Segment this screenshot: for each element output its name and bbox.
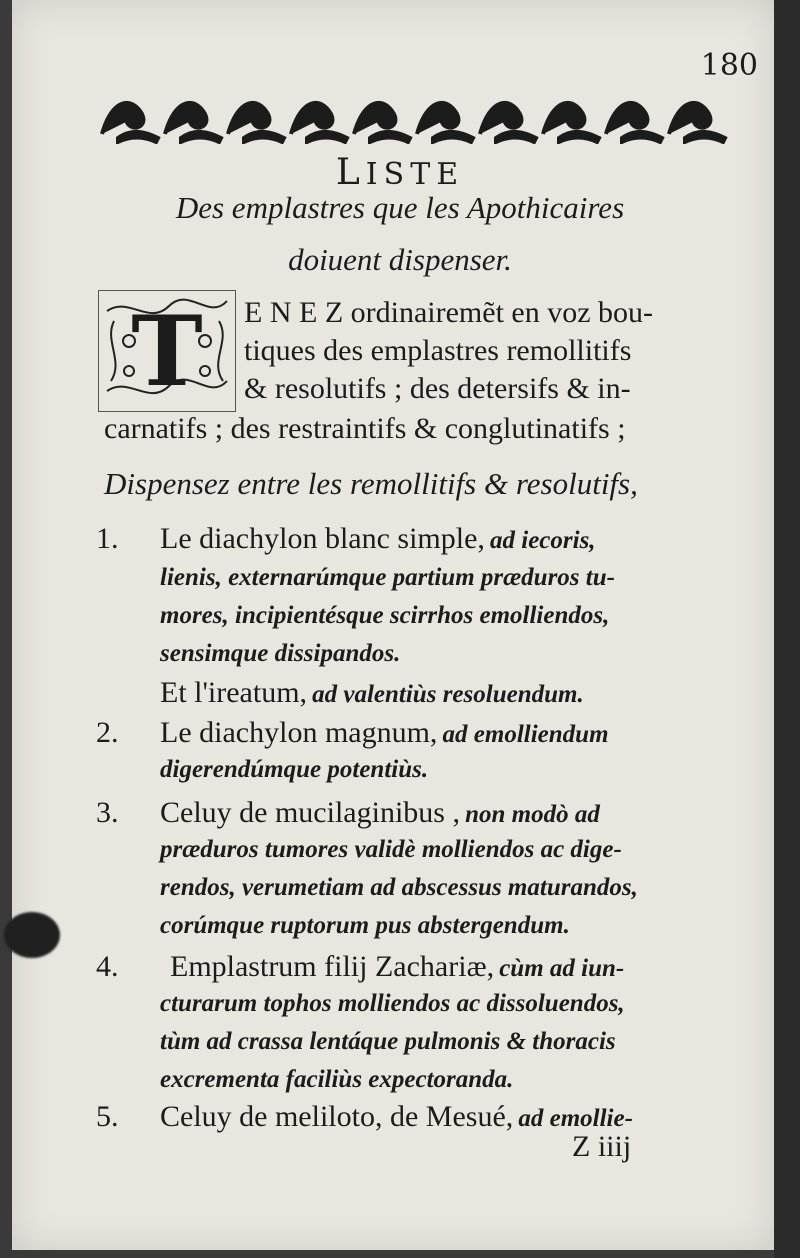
decorative-headpiece (98, 88, 734, 144)
intro-line-3: & resolutifs ; des detersifs & in- (244, 372, 631, 405)
dropcap-letter: T (131, 294, 203, 408)
ornament-motif (417, 103, 473, 142)
section-heading: Dispensez entre les remollitifs & resolutifs, (104, 466, 638, 501)
item-first-line: Emplastrum filij Zachariæ, cùm ad iun- (170, 950, 625, 983)
item-number: 2. (96, 716, 119, 749)
ornament-motif (480, 103, 536, 142)
signature-mark: Z iiij (572, 1130, 632, 1163)
ink-blot (4, 912, 60, 958)
item-first-line: Celuy de mucilaginibus , non modò ad (160, 796, 600, 829)
item-line: excrementa faciliùs expectoranda. (160, 1066, 514, 1093)
ornament-motif (165, 103, 221, 142)
item-number: 1. (96, 522, 119, 555)
item-number: 3. (96, 796, 119, 829)
subtitle-line-2: doiuent dispenser. (288, 242, 512, 277)
ornament-motif (606, 103, 662, 142)
page-number: 180 (700, 48, 758, 83)
item-first-line: Le diachylon magnum, ad emolliendum (160, 716, 609, 749)
intro-line-2: tiques des emplastres remollitifs (244, 334, 632, 367)
item-line: corúmque ruptorum pus abstergendum. (160, 912, 570, 939)
item-number: 4. (96, 950, 119, 983)
decorated-initial (98, 290, 236, 412)
ornament-motif (291, 103, 347, 142)
item-extra-line: Et l'ireatum, ad valentiùs resoluendum. (160, 676, 584, 709)
item-first-line: Celuy de meliloto, de Mesué, ad emollie- (160, 1100, 633, 1133)
intro-line-1: E N E Z ordinairemẽt en voz bou- (244, 296, 654, 329)
page-title: LISTE (335, 152, 465, 193)
item-line: digerendúmque potentiùs. (160, 756, 429, 783)
item-line: tùm ad crassa lentáque pulmonis & thoracis (160, 1028, 616, 1055)
item-line: cturarum tophos molliendos ac dissoluendos, (160, 990, 625, 1017)
item-line: rendos, verumetiam ad abscessus maturandos, (160, 874, 638, 901)
intro-line-4: carnatifs ; des restraintifs & conglutinatifs ; (104, 412, 626, 445)
ornament-motif (228, 103, 284, 142)
ornament-motif (669, 103, 725, 142)
item-line: sensimque dissipandos. (160, 640, 401, 667)
item-line: mores, incipientésque scirrhos emolliendos, (160, 602, 610, 629)
subtitle-line-1: Des emplastres que les Apothicaires (175, 190, 625, 225)
ornament-motif (354, 103, 410, 142)
item-number: 5. (96, 1100, 119, 1133)
ornament-motif (543, 103, 599, 142)
item-line: lienis, externarúmque partium præduros tu- (160, 564, 615, 591)
ornament-motif (102, 103, 158, 142)
item-first-line: Le diachylon blanc simple, ad iecoris, (160, 522, 596, 555)
item-line: præduros tumores validè molliendos ac dige- (160, 836, 622, 863)
